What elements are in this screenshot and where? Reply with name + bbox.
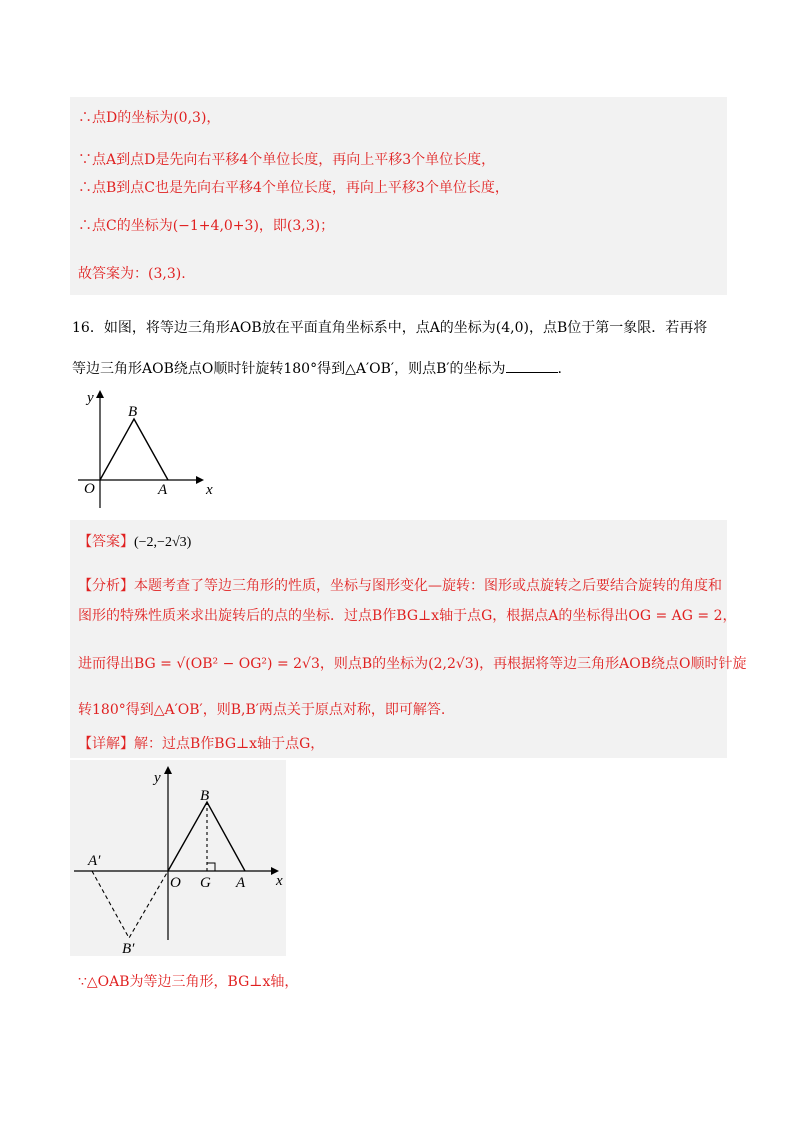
fig2-y-label: y <box>154 770 161 786</box>
fig1-o-label: O <box>84 481 95 497</box>
question-line-2-end: . <box>557 361 562 377</box>
solution-line-5: 故答案为：(3,3). <box>78 266 186 282</box>
solution-box-bottom <box>70 520 727 758</box>
fig2-g-label: G <box>200 875 211 891</box>
detail-line-1: 【详解】解：过点B作BG⊥x轴于点G， <box>78 736 325 752</box>
answer-line <box>78 532 191 553</box>
analysis-line-3: 进而得出BG = √(OB² − OG²) = 2√3，则点B的坐标为(2,2√3)，再根据将等边三角形AOB绕点O顺时针旋 <box>78 656 747 672</box>
question-line-2 <box>72 358 562 379</box>
fig2-x-label: x <box>276 873 283 889</box>
fig2-b-label: B <box>200 788 210 804</box>
answer-blank <box>506 358 558 373</box>
fig1-b-label: B <box>128 404 138 420</box>
fig2-a-label: A <box>236 875 246 891</box>
fig1-a-label: A <box>158 482 168 498</box>
last-line: ∵△OAB为等边三角形，BG⊥x轴， <box>78 974 299 990</box>
answer-value: (−2,−2√3) <box>134 535 192 550</box>
solution-line-2: ∵点A到点D是先向右平移4个单位长度，再向上平移3个单位长度， <box>78 152 496 168</box>
figure-equilateral-triangle <box>70 388 220 513</box>
fig2-o-label: O <box>170 875 181 891</box>
fig2-a1-label: A′ <box>88 853 101 869</box>
figure-rotation <box>70 760 286 956</box>
question-line-1: 16．如图，将等边三角形AOB放在平面直角坐标系中，点A的坐标为(4,0)，点B位于第一象限．若再将 <box>72 320 708 336</box>
analysis-line-1: 【分析】本题考查了等边三角形的性质，坐标与图形变化—旋转：图形或点旋转之后要结合旋转的角度和 <box>78 578 722 594</box>
solution-line-4: ∴点C的坐标为(−1+4,0+3)，即(3,3)； <box>78 218 335 234</box>
answer-tag: 【答案】 <box>78 534 134 550</box>
analysis-line-4: 转180°得到△A′OB′，则B,B′两点关于原点对称，即可解答. <box>78 702 446 718</box>
fig1-x-label: x <box>206 482 213 498</box>
question-line-2-text: 等边三角形AOB绕点O顺时针旋转180°得到△A′OB′，则点B′的坐标为 <box>72 361 506 377</box>
analysis-line-2: 图形的特殊性质来求出旋转后的点的坐标．过点B作BG⊥x轴于点G，根据点A的坐标得出OG = AG = 2， <box>78 608 737 624</box>
fig1-y-label: y <box>87 390 94 406</box>
solution-line-1: ∴点D的坐标为(0,3)， <box>78 110 221 126</box>
solution-line-3: ∴点B到点C也是先向右平移4个单位长度，再向上平移3个单位长度， <box>78 180 509 196</box>
fig2-b1-label: B′ <box>122 941 135 956</box>
